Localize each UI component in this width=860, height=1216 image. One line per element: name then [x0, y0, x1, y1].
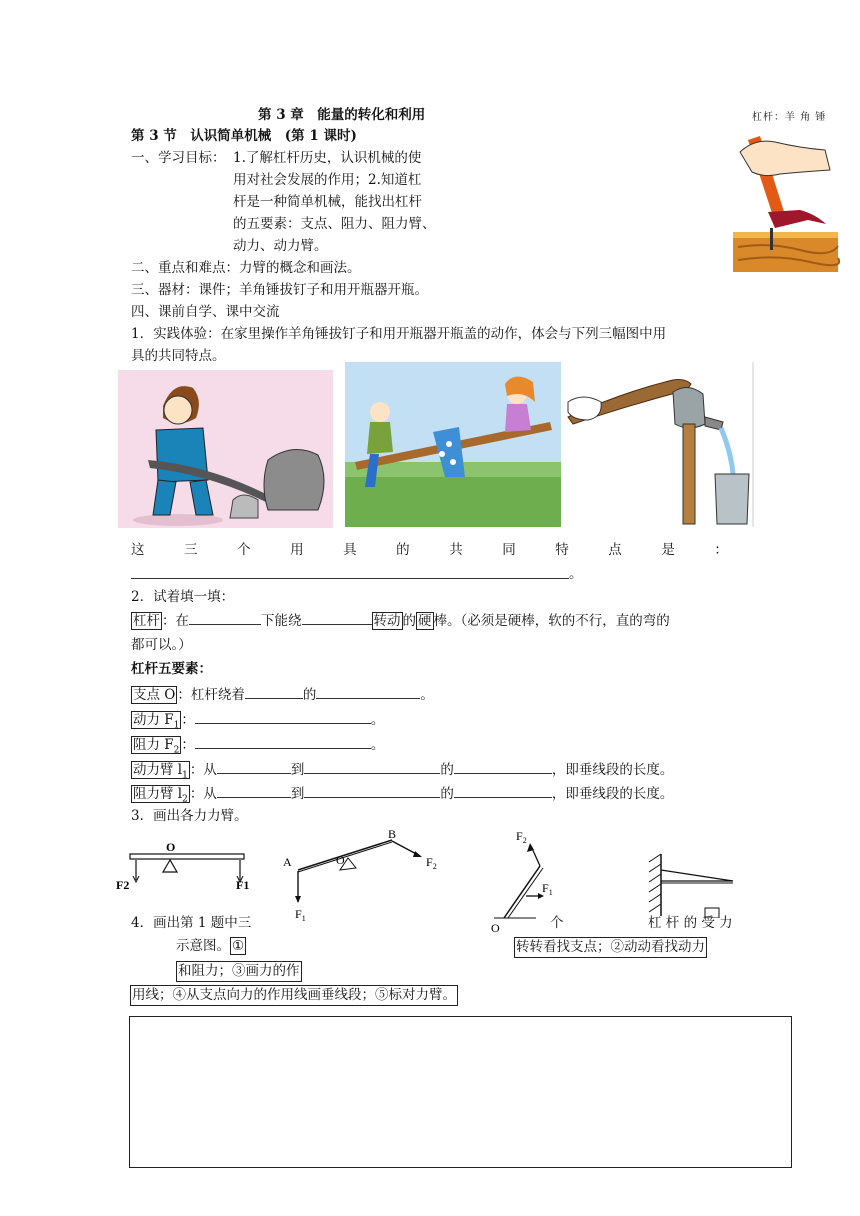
d1-label-f2: F2 — [116, 878, 130, 892]
q1-char: 三 — [184, 542, 198, 558]
d1-label-f1: F1 — [236, 878, 250, 892]
q1-char: 用 — [290, 542, 304, 558]
q1-char: 这 — [131, 542, 145, 558]
lever-diagram-4 — [643, 848, 743, 918]
q4-step1: ① — [232, 938, 245, 954]
q1-text-line2: 具的共同特点。 — [131, 348, 226, 364]
q1-char: 点 — [608, 542, 622, 558]
q1-answer-blank[interactable] — [131, 565, 569, 579]
objectives-line-4: 的五要素：支点、阻力、阻力臂、 — [233, 216, 436, 232]
objectives-line-1: 1.了解杠杆历史，认识机械的使 — [233, 150, 422, 166]
key-points: 二、重点和难点：力臂的概念和画法。 — [131, 260, 361, 276]
q4-step2-box: 转转看找支点；②动动看找动力 — [514, 937, 707, 958]
q2-hard: 硬 — [418, 613, 432, 629]
effort-t1: ： — [181, 712, 195, 728]
q1-text-line1: 1．实践体验：在家里操作羊角锤拔钉子和用开瓶器开瓶盖的动作，体会与下列三幅图中用 — [131, 326, 667, 342]
objectives-line-2: 用对社会发展的作用；2.知道杠 — [233, 172, 422, 188]
load-arm-t4: ，即垂线段的长度。 — [551, 786, 674, 802]
load-row — [131, 735, 384, 761]
q1-char: ： — [714, 542, 728, 558]
q2-term-lever: 杠杆 — [133, 613, 160, 629]
effort-arm-t4: ，即垂线段的长度。 — [551, 762, 674, 778]
q2-t2: 下能绕 — [261, 613, 302, 629]
d2-label-b: B — [388, 828, 397, 841]
d3-label-o: O — [491, 921, 500, 935]
q2-t3: 的 — [402, 613, 416, 629]
fulcrum-t1: ：杠杆绕着 — [177, 687, 245, 703]
fulcrum-label: 支点 O — [133, 687, 176, 703]
q1-char: 个 — [237, 542, 251, 558]
q2-line2: 都可以。） — [131, 637, 192, 653]
claw-hammer-illustration — [730, 132, 840, 274]
effort-arm-t2: 到 — [290, 762, 305, 778]
load-end: 。 — [370, 737, 385, 753]
objectives-line-5: 动力、动力臂。 — [233, 238, 328, 254]
q2-rotate: 转动 — [373, 613, 401, 629]
fulcrum-t2: 的 — [302, 687, 317, 703]
effort-arm-blank-3[interactable] — [454, 760, 552, 774]
fulcrum-end: 。 — [420, 687, 434, 703]
lever-diagram-1 — [112, 838, 252, 898]
d3-label-f1: $F_1$ — [542, 881, 553, 897]
exchange-heading: 四、课前自学、课中交流 — [131, 304, 280, 320]
d1-label-o: O — [166, 840, 176, 854]
crowbar-boy-illustration — [118, 370, 333, 528]
fulcrum-blank-1[interactable] — [245, 685, 303, 699]
d3-label-f2: $F_2$ — [516, 829, 527, 845]
q1-char: 是 — [661, 542, 675, 558]
q2-t4: 棒。（必须是硬棒，软的不行，直的弯的 — [433, 613, 670, 629]
q2-t1: ：在 — [162, 613, 189, 629]
q4-line1a: 4．画出第 1 题中三 — [131, 915, 252, 931]
seesaw-illustration — [345, 362, 561, 527]
q2-line1 — [131, 611, 670, 631]
q1-char: 具 — [343, 542, 357, 558]
q4-line1c: 杠 杆 的 受 力 — [648, 915, 733, 931]
load-arm-t3: 的 — [440, 786, 454, 802]
effort-arm-blank-1[interactable] — [217, 760, 291, 774]
load-arm-blank-2[interactable] — [304, 784, 440, 798]
effort-label: 动力 $F_1$ — [133, 712, 180, 731]
q4-line4: 用线；④从支点向力的作用线画垂线段；⑤标对力臂。 — [130, 985, 458, 1006]
effort-arm-t1: ：从 — [189, 762, 217, 778]
q1-answer-prompt — [131, 541, 728, 560]
q4-line3: 和阻力；③画力的作 — [176, 961, 302, 982]
load-t1: ： — [181, 737, 195, 753]
effort-arm-blank-2[interactable] — [304, 760, 440, 774]
d2-label-o: O — [336, 853, 345, 867]
effort-row — [131, 710, 384, 736]
load-arm-t2: 到 — [290, 786, 305, 802]
q2-blank-point[interactable] — [302, 611, 372, 625]
load-blank[interactable] — [195, 735, 371, 749]
load-arm-blank-1[interactable] — [217, 784, 291, 798]
fulcrum-blank-2[interactable] — [316, 685, 420, 699]
q1-end-mark: 。 — [569, 566, 583, 582]
equipment: 三、器材：课件；羊角锤拔钉子和用开瓶器开瓶。 — [131, 282, 428, 298]
effort-arm-row — [131, 760, 673, 786]
q4-line1b: 个 — [550, 915, 564, 931]
load-arm-label: 阻力臂 $l_2$ — [133, 786, 188, 805]
objectives-label: 一、学习目标： — [131, 150, 226, 166]
d2-label-a: A — [283, 855, 292, 869]
effort-arm-label: 动力臂 $l_1$ — [133, 762, 188, 781]
fulcrum-row — [131, 685, 434, 705]
q2-blank-force[interactable] — [189, 611, 261, 625]
q3-title: 3．画出各力力臂。 — [131, 808, 248, 824]
drawing-answer-box[interactable] — [129, 1016, 792, 1168]
load-arm-row — [131, 784, 673, 810]
effort-arm-t3: 的 — [440, 762, 454, 778]
hammer-caption: 杠杆：羊 角 锤 — [752, 112, 827, 123]
q4-line2a: 示意图。 — [176, 938, 230, 954]
load-arm-t1: ：从 — [189, 786, 217, 802]
q2-title: 2．试着填一填： — [131, 589, 235, 605]
q1-char: 特 — [555, 542, 569, 558]
effort-blank[interactable] — [195, 710, 371, 724]
section-title: 第 3 节 认识简单机械 (第 1 课时) — [131, 128, 357, 144]
q1-char: 的 — [396, 542, 410, 558]
q1-char: 共 — [449, 542, 463, 558]
objectives-line-3: 杆是一种简单机械，能找出杠杆 — [233, 194, 422, 210]
lever-diagram-2 — [280, 828, 450, 924]
load-arm-blank-3[interactable] — [454, 784, 552, 798]
q4-line2 — [176, 937, 246, 956]
d2-label-f2: $F_2$ — [426, 855, 437, 871]
q1-char: 同 — [502, 542, 516, 558]
water-pump-illustration — [563, 362, 755, 527]
d2-label-f1: $F_1$ — [295, 907, 306, 923]
five-elements-title: 杠杆五要素： — [131, 661, 212, 677]
effort-end: 。 — [370, 712, 385, 728]
chapter-title: 第 3 章 能量的转化和利用 — [258, 107, 426, 123]
load-label: 阻力 $F_2$ — [133, 737, 180, 756]
